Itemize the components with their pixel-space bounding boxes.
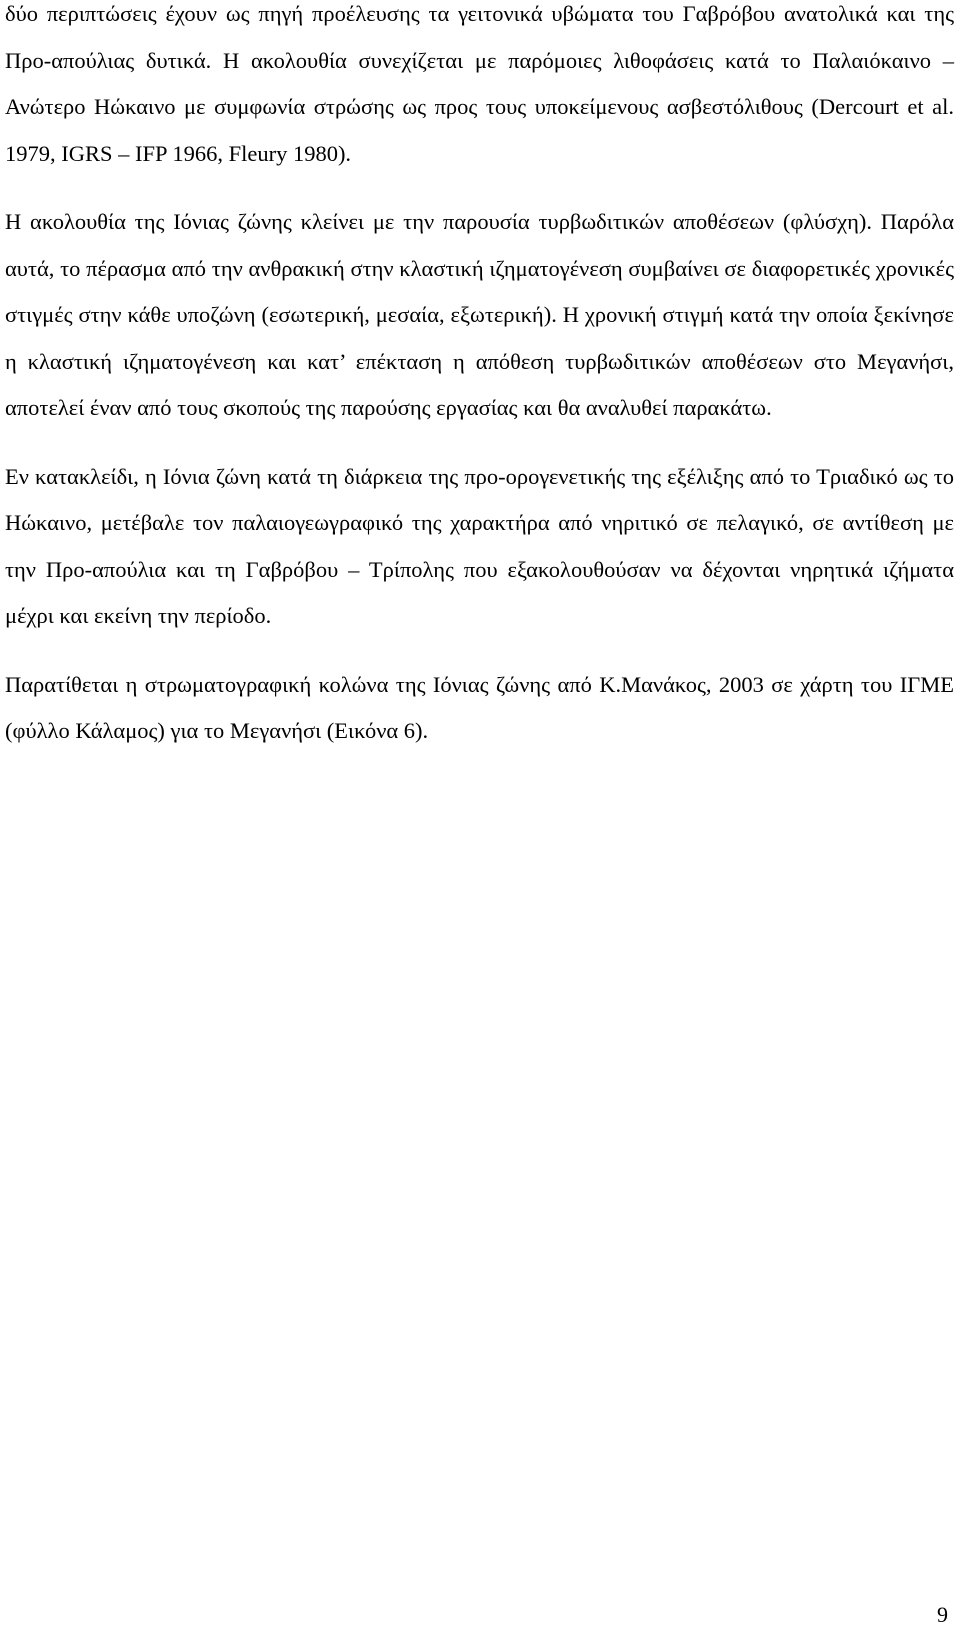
- body-text: [5, 0, 954, 755]
- paragraph-stratigraphic-column: Παρατίθεται η στρωματογραφική κολώνα της Ιόνιας ζώνης από Κ.Μανάκος, 2003 σε χάρτη του ΙΓΜΕ (φύλλο Κάλαμος) για το Μεγανήσι (Εικόνα 6).: [5, 671, 954, 743]
- paragraph-flysch: Η ακολουθία της Ιόνιας ζώνης κλείνει με την παρουσία τυρβωδιτικών αποθέσεων (φλύσχη). Παρόλα αυτά, το πέρασμα από την ανθρακική στην κλαστική ιζηματογένεση συμβαίνει σε διαφορετικές χρονικές στιγμές στην κάθε υποζώνη (εσωτερική, μεσαία, εξωτερική). Η χρονική στιγμή κατά την οποία ξεκίνησε η κλαστική ιζηματογένεση και κατ’ επέκταση η απόθεση τυρβωδιτικών αποθέσεων στο Μεγανήσι, αποτελεί έναν από τους σκοπούς της παρούσης εργασίας και θα αναλυθεί παρακάτω.: [5, 209, 954, 420]
- paragraph-continuation: δύο περιπτώσεις έχουν ως πηγή προέλευσης τα γειτονικά υβώματα του Γαβρόβου ανατολικά και της Προ-απούλιας δυτικά. Η ακολουθία συνεχίζεται με παρόμοιες λιθοφάσεις κατά το Παλαιόκαινο – Ανώτερο Ηώκαινο με συμφωνία στρώσης ως προς τους υποκείμενους ασβεστόλιθους (Dercourt et al. 1979, IGRS – IFP 1966, Fleury 1980).: [5, 1, 954, 166]
- paragraph-conclusion: Εν κατακλείδι, η Ιόνια ζώνη κατά τη διάρκεια της προ-ορογενετικής της εξέλιξης από το Τριαδικό ως το Ηώκαινο, μετέβαλε τον παλαιογεωγραφικό της χαρακτήρα από νηριτικό σε πελαγικό, σε αντίθεση με την Προ-απούλια και τη Γαβρόβου – Τρίπολης που εξακολουθούσαν να δέχονται νηρητικά ιζήματα μέχρι και εκείνη την περίοδο.: [5, 463, 954, 628]
- page-number: 9: [937, 1602, 948, 1627]
